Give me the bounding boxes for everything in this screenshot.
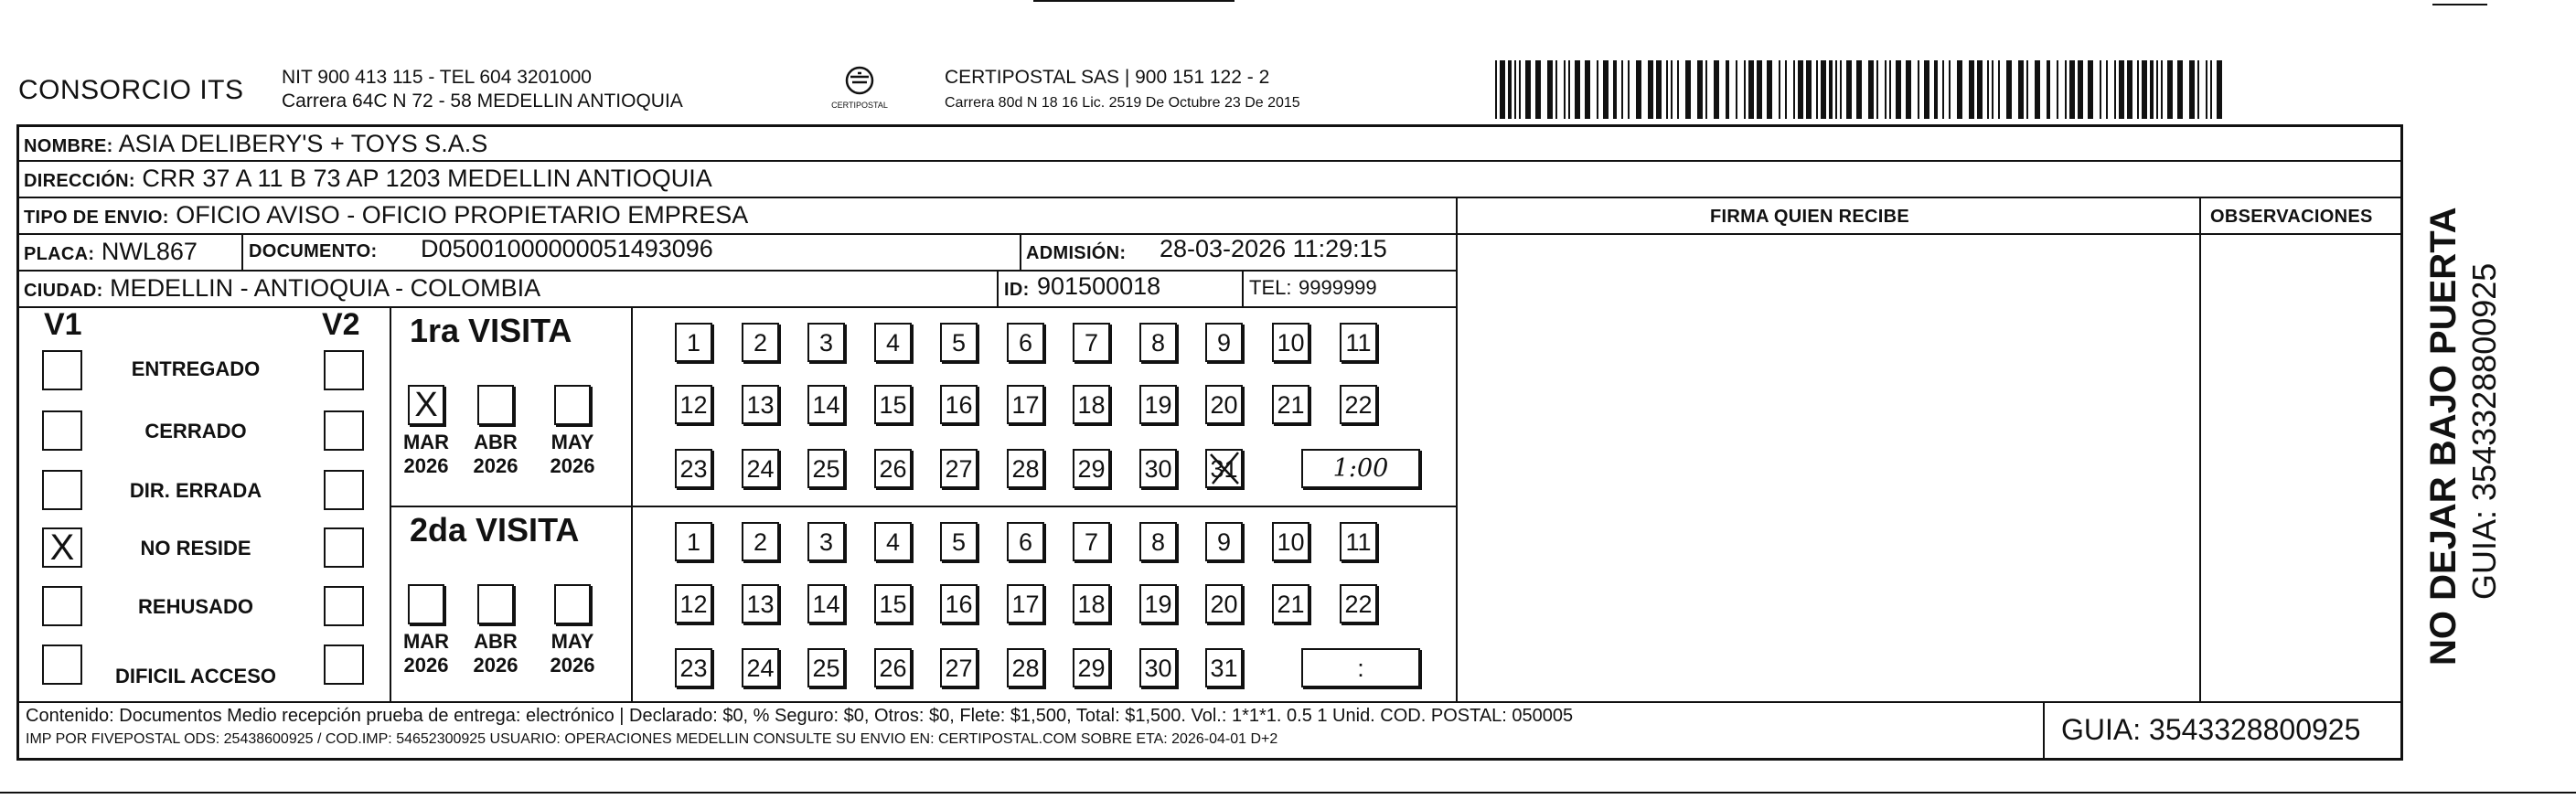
barcode-bar (1889, 60, 1891, 119)
month-checkbox[interactable]: X (408, 385, 444, 425)
barcode-bar (2150, 60, 2154, 119)
barcode-bar (1685, 60, 1691, 119)
barcode-bar (2217, 60, 2222, 119)
day-box[interactable]: 26 (874, 449, 912, 488)
month-label (540, 630, 604, 677)
month-year: 2026 (473, 454, 518, 477)
barcode-bar (1969, 60, 1974, 119)
barcode-bar (2006, 60, 2012, 119)
month-year: 2026 (403, 654, 449, 676)
barcode-bar (1767, 60, 1772, 119)
day-box[interactable]: 30 (1139, 449, 1177, 488)
day-box[interactable]: 13 (742, 584, 779, 623)
status-v2-checkbox[interactable] (324, 586, 364, 626)
barcode-bar (2078, 60, 2083, 119)
barcode-bar (2167, 60, 2173, 119)
barcode-bar (2197, 60, 2199, 119)
time-box[interactable]: 1:00 (1301, 449, 1420, 488)
barcode-bar (1885, 60, 1887, 119)
barcode-bar (2018, 60, 2024, 119)
nombre-value: ASIA DELIBERY'S + TOYS S.A.S (118, 130, 488, 157)
barcode-bar (1934, 60, 1938, 119)
day-box[interactable]: 26 (874, 648, 912, 687)
tel-value: 9999999 (1299, 276, 1377, 299)
barcode-bar (2142, 60, 2147, 119)
day-box[interactable]: 21 (1272, 385, 1309, 424)
barcode-bar (2127, 60, 2132, 119)
ciudad-label: CIUDAD: (24, 281, 103, 301)
bottom-edge-line (0, 792, 2576, 794)
barcode-bar (2100, 60, 2101, 119)
documento-value: D05001000000051493096 (421, 235, 713, 262)
barcode-bar (1918, 60, 1919, 119)
day-box[interactable]: 27 (940, 449, 978, 488)
id-label: ID: (1004, 280, 1030, 300)
barcode-bar (1495, 60, 1497, 119)
day-box[interactable]: 22 (1340, 584, 1377, 623)
barcode-bar (1748, 60, 1754, 119)
divider-status-months (390, 306, 391, 701)
barcode-bar (2137, 60, 2139, 119)
day-box[interactable]: 24 (742, 449, 779, 488)
barcode-bar (1744, 60, 1746, 119)
day-box[interactable]: 19 (1139, 385, 1177, 424)
line-between-visits (390, 506, 1456, 507)
placa-label: PLACA: (24, 244, 95, 264)
barcode-bar (1508, 60, 1512, 119)
day-box[interactable]: 17 (1007, 385, 1044, 424)
barcode-bar (1856, 60, 1862, 119)
direccion-value: CRR 37 A 11 B 73 AP 1203 MEDELLIN ANTIOQUIA (142, 165, 712, 192)
status-label: CERRADO (144, 420, 247, 442)
day-box[interactable]: 13 (742, 385, 779, 424)
day-box[interactable]: 2 (742, 522, 779, 561)
barcode-bar (1876, 60, 1878, 119)
day-box[interactable]: 3 (807, 323, 845, 362)
month-year: 2026 (473, 654, 518, 676)
divider-tel (1242, 270, 1244, 306)
day-box[interactable]: 18 (1073, 385, 1110, 424)
direccion-label: DIRECCIÓN: (24, 171, 135, 191)
admision-value: 28-03-2026 11:29:15 (1160, 235, 1387, 262)
day-box[interactable]: 15 (874, 385, 912, 424)
visit-title: 2da VISITA (410, 511, 580, 549)
day-box[interactable]: 15 (874, 584, 912, 623)
day-box[interactable]: 14 (807, 584, 845, 623)
day-box[interactable]: 25 (807, 648, 845, 687)
barcode-bar (1998, 60, 2000, 119)
day-box[interactable]: 3 (807, 522, 845, 561)
admision-label: ADMISIÓN: (1026, 243, 1127, 263)
divider-id (997, 270, 999, 306)
day-box[interactable]: 31 (1205, 449, 1243, 488)
day-box[interactable]: 11 (1340, 323, 1377, 362)
barcode-bar (1779, 60, 1780, 119)
certipostal-name: CERTIPOSTAL SAS | 900 151 122 - 2 (945, 67, 1270, 88)
barcode-bar (1829, 60, 1833, 119)
barcode-bar (1806, 60, 1812, 119)
id-value: 901500018 (1037, 272, 1161, 300)
barcode-bar (1992, 60, 1993, 119)
barcode-bar (1575, 60, 1580, 119)
day-box[interactable]: 19 (1139, 584, 1177, 623)
barcode-bar (1519, 60, 1521, 119)
day-box[interactable]: 21 (1272, 584, 1309, 623)
barcode-bar (1957, 60, 1962, 119)
day-box[interactable]: 8 (1139, 323, 1177, 362)
status-label: ENTREGADO (131, 357, 261, 380)
day-box[interactable]: 17 (1007, 584, 1044, 623)
barcode-bar (2088, 60, 2093, 119)
day-box[interactable]: 7 (1073, 323, 1110, 362)
barcode-bar (1816, 60, 1818, 119)
month-checkbox[interactable] (554, 385, 591, 425)
month-label (394, 431, 458, 478)
day-box[interactable]: 1 (675, 522, 712, 561)
month-name: ABR (474, 630, 518, 653)
divider-form-signature (1456, 197, 1458, 701)
barcode-bar (1525, 60, 1531, 119)
barcode-bar (1613, 60, 1617, 119)
day-box[interactable]: 7 (1073, 522, 1110, 561)
barcode-bar (1621, 60, 1623, 119)
v1-header: V1 (44, 307, 82, 342)
barcode-bar (1666, 60, 1668, 119)
barcode-bar (2106, 60, 2108, 119)
barcode-bar (1714, 60, 1719, 119)
day-box[interactable]: 14 (807, 385, 845, 424)
barcode-bar (2047, 60, 2050, 119)
top-edge-line-left (1033, 0, 1235, 2)
line-above-footer (18, 701, 2403, 703)
month-checkbox[interactable] (408, 584, 444, 624)
barcode-bar (1868, 60, 1874, 119)
divider-placa (241, 233, 243, 270)
status-label: REHUSADO (138, 595, 253, 618)
tel-label: TEL: (1249, 276, 1292, 299)
barcode-bar (2057, 60, 2058, 119)
barcode (1495, 60, 2227, 119)
v2-header: V2 (322, 307, 360, 342)
day-box[interactable]: 4 (874, 323, 912, 362)
month-label (540, 431, 604, 478)
barcode-bar (2156, 60, 2158, 119)
row-nombre (18, 127, 2403, 160)
line-under-recipient (18, 306, 1456, 308)
day-box[interactable]: 28 (1007, 648, 1044, 687)
barcode-bar (1840, 60, 1842, 119)
month-name: ABR (474, 431, 518, 453)
barcode-bar (1793, 60, 1795, 119)
day-box[interactable]: 16 (940, 385, 978, 424)
day-box[interactable]: 28 (1007, 449, 1044, 488)
status-v2-checkbox[interactable] (324, 350, 364, 390)
barcode-bar (2161, 60, 2163, 119)
barcode-bar (2114, 60, 2116, 119)
status-v2-checkbox[interactable] (324, 470, 364, 510)
day-box[interactable]: 5 (940, 522, 978, 561)
day-box[interactable]: 23 (675, 648, 712, 687)
month-label (394, 630, 458, 677)
day-box[interactable]: 2 (742, 323, 779, 362)
barcode-bar (1597, 60, 1598, 119)
barcode-bar (1835, 60, 1837, 119)
month-label (464, 431, 528, 478)
status-label: NO RESIDE (140, 537, 251, 559)
day-box[interactable]: 16 (940, 584, 978, 623)
row-ciudad (18, 270, 1456, 306)
barcode-bar (1636, 60, 1641, 119)
status-v2-checkbox[interactable] (324, 527, 364, 568)
barcode-bar (1846, 60, 1852, 119)
barcode-bar (1726, 60, 1729, 119)
day-box[interactable]: 27 (940, 648, 978, 687)
day-box[interactable]: 5 (940, 323, 978, 362)
barcode-bar (1535, 60, 1541, 119)
day-box[interactable]: 1 (675, 323, 712, 362)
barcode-bar (1977, 60, 1983, 119)
documento-label: DOCUMENTO: (249, 241, 378, 261)
day-box[interactable]: 31 (1205, 648, 1243, 687)
month-year: 2026 (550, 454, 595, 477)
barcode-bar (1568, 60, 1570, 119)
divider-footer-guia (2043, 701, 2045, 761)
month-name: MAY (550, 431, 594, 453)
status-label: DIFICIL ACCESO (114, 665, 276, 687)
company-name: CONSORCIO ITS (18, 75, 244, 105)
barcode-bar (1896, 60, 1901, 119)
footer-contents: Contenido: Documentos Medio recepción prueba de entrega: electrónico | Declarado: $0, % Seguro: $0, Otros: $0, Flete: $1,500, Total: $1,500. Vol.: 1*1*1. 0.5 1 Unid. COD. POSTAL: 050005 (26, 706, 1574, 726)
certipostal-license: Carrera 80d N 18 16 Lic. 2519 De Octubre 23 De 2015 (945, 95, 1300, 111)
day-box[interactable]: 25 (807, 449, 845, 488)
certipostal-logo (823, 64, 896, 113)
status-v2-checkbox[interactable] (324, 645, 364, 685)
month-checkbox[interactable] (477, 584, 514, 624)
divider-months-days (631, 306, 633, 701)
day-box[interactable]: 12 (675, 385, 712, 424)
side-warning: NO DEJAR BAJO PUERTA (2423, 207, 2464, 666)
status-v1-checkbox[interactable] (42, 350, 82, 390)
barcode-bar (1564, 60, 1566, 119)
barcode-bar (1628, 60, 1630, 119)
observaciones-label: OBSERVACIONES (2210, 207, 2373, 227)
day-box[interactable]: 20 (1205, 584, 1243, 623)
barcode-bar (1821, 60, 1826, 119)
divider-admision (1020, 233, 1021, 270)
barcode-bar (1987, 60, 1989, 119)
barcode-bar (2206, 60, 2207, 119)
top-edge-line-right (2432, 4, 2487, 5)
day-box[interactable]: 8 (1139, 522, 1177, 561)
status-label: DIR. ERRADA (129, 479, 262, 502)
barcode-bar (1785, 60, 1787, 119)
barcode-bar (1514, 60, 1516, 119)
barcode-bar (1949, 60, 1951, 119)
day-box[interactable]: 4 (874, 522, 912, 561)
day-box[interactable]: 20 (1205, 385, 1243, 424)
day-box[interactable]: 18 (1073, 584, 1110, 623)
line-under-firma-header (1456, 233, 2403, 235)
barcode-bar (1677, 60, 1679, 119)
day-box[interactable]: 9 (1205, 522, 1243, 561)
visit-title: 1ra VISITA (410, 312, 572, 349)
barcode-bar (1705, 60, 1707, 119)
barcode-bar (1671, 60, 1673, 119)
row-tipo-envio (18, 197, 2403, 233)
day-box[interactable]: 29 (1073, 648, 1110, 687)
day-box[interactable]: 9 (1205, 323, 1243, 362)
barcode-bar (1697, 60, 1703, 119)
barcode-bar (1656, 60, 1662, 119)
barcode-bar (1757, 60, 1762, 119)
day-box[interactable]: 23 (675, 449, 712, 488)
barcode-bar (2069, 60, 2075, 119)
barcode-bar (1500, 60, 1505, 119)
status-v1-checkbox[interactable] (42, 470, 82, 510)
barcode-bar (1585, 60, 1590, 119)
barcode-bar (1924, 60, 1929, 119)
tipo-label: TIPO DE ENVIO: (24, 208, 169, 228)
barcode-bar (1942, 60, 1944, 119)
month-name: MAR (402, 630, 450, 653)
day-box[interactable]: 10 (1272, 323, 1309, 362)
day-box[interactable]: 10 (1272, 522, 1309, 561)
nombre-label: NOMBRE: (24, 136, 113, 156)
day-cross-mark (1205, 449, 1243, 488)
footer-print-info: IMP POR FIVEPOSTAL ODS: 25438600925 / COD.IMP: 54652300925 USUARIO: OPERACIONES MEDELLIN CONSULTE SU ENVIO EN: CERTIPOSTAL.COM SOBRE ETA: 2026-04-01 D+2 (26, 731, 1278, 747)
barcode-bar (2210, 60, 2212, 119)
day-box[interactable]: 30 (1139, 648, 1177, 687)
status-v1-checkbox[interactable]: X (42, 527, 82, 568)
barcode-bar (1547, 60, 1553, 119)
month-name: MAR (402, 431, 450, 453)
time-box[interactable]: : (1301, 648, 1420, 687)
barcode-bar (2035, 60, 2040, 119)
ciudad-value: MEDELLIN - ANTIOQUIA - COLOMBIA (110, 274, 541, 302)
svg-text:CERTIPOSTAL: CERTIPOSTAL (831, 101, 888, 110)
tipo-value: OFICIO AVISO - OFICIO PROPIETARIO EMPRESA (176, 201, 749, 229)
day-box[interactable]: 29 (1073, 449, 1110, 488)
month-checkbox[interactable] (477, 385, 514, 425)
side-guia: GUIA: 3543328800925 (2465, 262, 2503, 600)
barcode-bar (1798, 60, 1803, 119)
barcode-bar (1906, 60, 1911, 119)
footer-guia: GUIA: 3543328800925 (2061, 713, 2361, 746)
day-box[interactable]: 22 (1340, 385, 1377, 424)
status-v2-checkbox[interactable] (324, 410, 364, 451)
month-year: 2026 (550, 654, 595, 676)
status-v1-checkbox[interactable] (42, 586, 82, 626)
day-box[interactable]: 12 (675, 584, 712, 623)
company-nit: NIT 900 413 115 - TEL 604 3201000 (282, 67, 592, 88)
barcode-bar (2119, 60, 2124, 119)
barcode-bar (1648, 60, 1653, 119)
day-box[interactable]: 6 (1007, 522, 1044, 561)
day-box[interactable]: 24 (742, 648, 779, 687)
placa-value: NWL867 (101, 238, 198, 265)
barcode-bar (1603, 60, 1609, 119)
barcode-bar (1736, 60, 1737, 119)
barcode-bar (2189, 60, 2195, 119)
divider-signature-obs (2199, 197, 2201, 701)
barcode-bar (2177, 60, 2183, 119)
barcode-bar (2065, 60, 2067, 119)
month-label (464, 630, 528, 677)
status-v1-checkbox[interactable] (42, 410, 82, 451)
status-v1-checkbox[interactable] (42, 645, 82, 685)
month-checkbox[interactable] (554, 584, 591, 624)
month-name: MAY (550, 630, 594, 653)
barcode-bar (1555, 60, 1557, 119)
day-box[interactable]: 11 (1340, 522, 1377, 561)
barcode-bar (2026, 60, 2028, 119)
company-address: Carrera 64C N 72 - 58 MEDELLIN ANTIOQUIA (282, 91, 683, 112)
month-year: 2026 (403, 454, 449, 477)
firma-label: FIRMA QUIEN RECIBE (1710, 207, 1909, 227)
day-box[interactable]: 6 (1007, 323, 1044, 362)
row-direccion (18, 160, 2403, 197)
